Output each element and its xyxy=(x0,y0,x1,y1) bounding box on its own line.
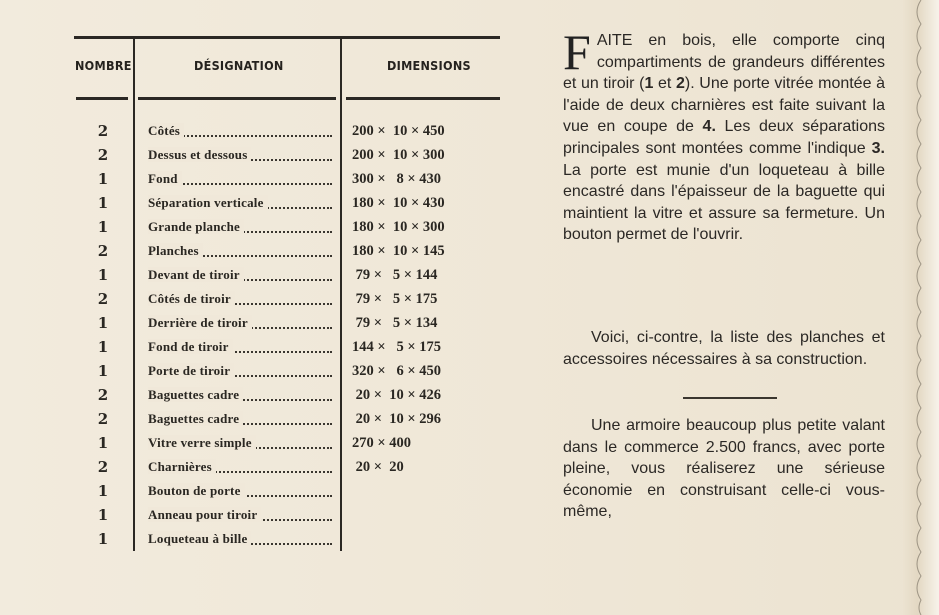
row-dimensions: 200 × 10 × 450 xyxy=(352,123,445,139)
row-dimensions: 320 × 6 × 450 xyxy=(352,363,442,379)
row-count: 1 xyxy=(97,170,109,188)
table-row xyxy=(74,361,504,385)
row-dimensions: 270 × 400 xyxy=(352,435,412,451)
row-designation: Côtés de tiroir xyxy=(148,289,332,309)
table-row xyxy=(74,409,504,433)
table-row xyxy=(74,481,504,505)
table-top-rule xyxy=(74,36,500,39)
row-designation: Bouton de porte xyxy=(148,481,332,501)
table-row xyxy=(74,121,504,145)
row-count: 1 xyxy=(97,218,109,236)
article-paragraph-3: Une armoire beaucoup plus petite valant dans le commerce 2.500 francs, avec porte pleine, vous réaliserez une sérieuse économie en construisant celle-ci vous-même, xyxy=(563,417,885,521)
header-number: NOMBRE xyxy=(75,58,132,73)
row-count: 2 xyxy=(97,242,109,260)
row-dimensions: 20 × 10 × 296 xyxy=(352,411,442,427)
header-underline-number xyxy=(76,97,128,100)
row-designation: Planches xyxy=(148,241,332,261)
article-paragraph-1: FAITE en bois, elle comporte cinq compartiments de grandeurs différentes et un tiroir (1 et 2). Une porte vitrée montée à l'aide de deux charnières est faite suivant la vue en coupe de 4. Les deux séparations principales sont montées comme l'indique 3. La porte est munie d'un loqueteau à bille encastré dans l'épaisseur de la baguette qui maintient la vitre et assure sa fermeture. Un bouton permet de l'ouvrir. xyxy=(563,24,886,244)
row-count: 2 xyxy=(97,386,109,404)
row-designation: Derrière de tiroir xyxy=(148,313,332,333)
header-dimensions: DIMENSIONS xyxy=(387,58,471,73)
row-designation: Fond xyxy=(148,169,332,189)
header-designation: DÉSIGNATION xyxy=(194,58,284,73)
table-row xyxy=(74,337,504,361)
table-row xyxy=(74,529,504,553)
table-row xyxy=(74,241,504,265)
row-count: 1 xyxy=(97,506,109,524)
table-row xyxy=(74,145,504,169)
header-underline-designation xyxy=(138,97,336,100)
row-designation: Séparation verticale xyxy=(148,193,332,213)
row-count: 1 xyxy=(97,434,109,452)
table-row xyxy=(74,505,504,529)
section-separator xyxy=(683,397,777,399)
header-underline-dimensions xyxy=(346,97,500,100)
row-designation: Dessus et dessous xyxy=(148,145,332,165)
row-count: 1 xyxy=(97,266,109,284)
row-count: 2 xyxy=(97,410,109,428)
row-count: 1 xyxy=(97,194,109,212)
row-designation: Anneau pour tiroir xyxy=(148,505,332,525)
row-designation: Porte de tiroir xyxy=(148,361,332,381)
row-dimensions: 79 × 5 × 175 xyxy=(352,291,438,307)
row-dimensions: 300 × 8 × 430 xyxy=(352,171,442,187)
row-count: 1 xyxy=(97,482,109,500)
row-designation: Vitre verre simple xyxy=(148,433,332,453)
row-dimensions: 180 × 10 × 145 xyxy=(352,243,445,259)
drop-cap: F xyxy=(563,24,591,80)
table-row xyxy=(74,217,504,241)
row-designation: Grande planche xyxy=(148,217,332,237)
row-count: 1 xyxy=(97,314,109,332)
row-dimensions: 79 × 5 × 144 xyxy=(352,267,438,283)
row-dimensions: 20 × 10 × 426 xyxy=(352,387,442,403)
row-count: 2 xyxy=(97,122,109,140)
row-dimensions: 20 × 20 xyxy=(352,459,404,475)
row-designation: Baguettes cadre xyxy=(148,385,332,405)
row-count: 2 xyxy=(97,458,109,476)
scallop-edge xyxy=(911,0,927,615)
row-dimensions: 180 × 10 × 300 xyxy=(352,219,445,235)
table-row xyxy=(74,313,504,337)
table-row xyxy=(74,289,504,313)
row-designation: Loqueteau à bille xyxy=(148,529,332,549)
row-dimensions: 180 × 10 × 430 xyxy=(352,195,445,211)
torn-edge xyxy=(903,0,939,615)
article-paragraph-2: Voici, ci-contre, la liste des planches et accessoires nécessaires à sa construction. xyxy=(563,329,885,368)
row-count: 1 xyxy=(97,338,109,356)
table-row xyxy=(74,265,504,289)
table-row xyxy=(74,193,504,217)
row-dimensions: 79 × 5 × 134 xyxy=(352,315,438,331)
table-row xyxy=(74,457,504,481)
row-designation: Devant de tiroir xyxy=(148,265,332,285)
row-designation: Côtés xyxy=(148,121,332,141)
row-designation: Baguettes cadre xyxy=(148,409,332,429)
table-row xyxy=(74,169,504,193)
row-dimensions: 144 × 5 × 175 xyxy=(352,339,442,355)
row-count: 1 xyxy=(97,530,109,548)
row-designation: Fond de tiroir xyxy=(148,337,332,357)
row-dimensions: 200 × 10 × 300 xyxy=(352,147,445,163)
table-row xyxy=(74,385,504,409)
row-count: 1 xyxy=(97,362,109,380)
table-row xyxy=(74,433,504,457)
row-designation: Charnières xyxy=(148,457,332,477)
row-count: 2 xyxy=(97,290,109,308)
row-count: 2 xyxy=(97,146,109,164)
